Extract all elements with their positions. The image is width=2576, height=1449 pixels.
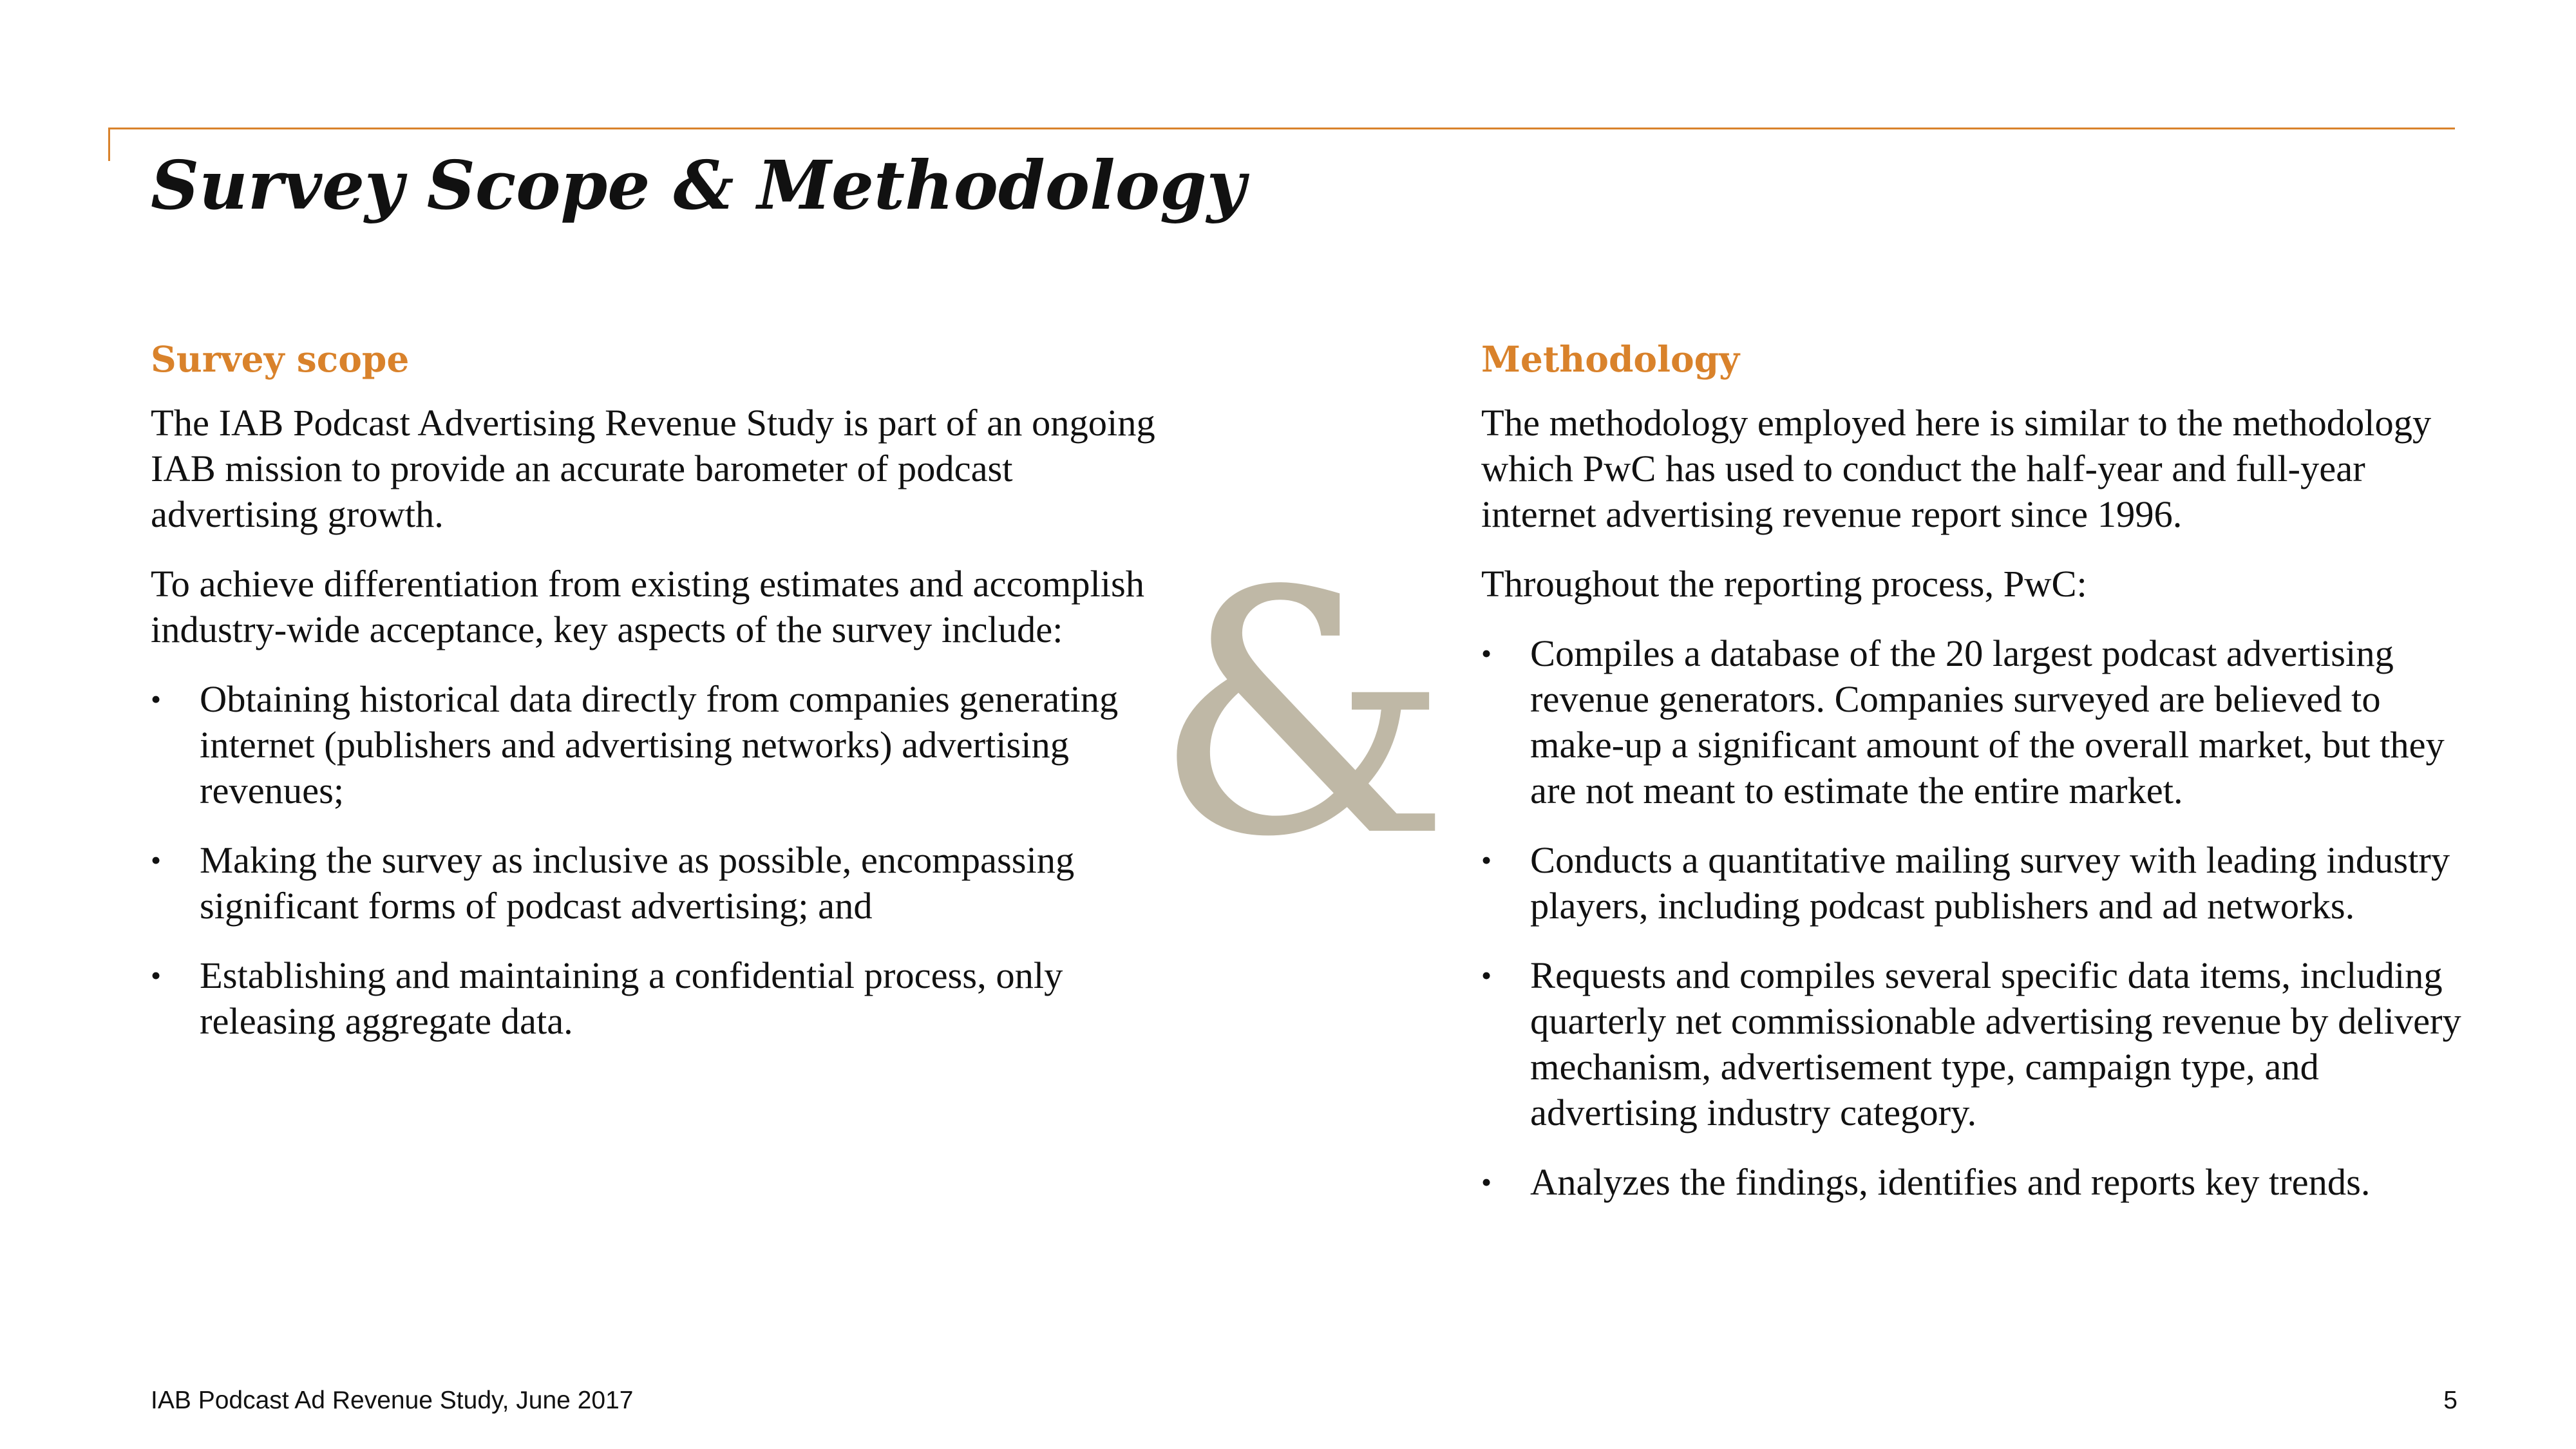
bullet-icon: • — [151, 683, 162, 715]
bullet-text: Obtaining historical data directly from companies generating internet (publishers and advertising networks) advertising revenues; — [200, 678, 1119, 811]
bullet-text: Making the survey as inclusive as possible, encompassing significant forms of podcast advertising; and — [200, 839, 1075, 927]
bullet-icon: • — [151, 959, 162, 992]
survey-scope-aspects-paragraph: To achieve differentiation from existing estimates and accomplish industry-wide acceptance, key aspects of the survey include: — [151, 563, 1144, 650]
bullet-item — [1481, 837, 2473, 929]
bullet-text: Compiles a database of the 20 largest podcast advertising revenue generators. Companies surveyed are believed to make-up a significant amount of the overall market, but they are not meant to estimate the entire market. — [1530, 632, 2445, 811]
title-accent-tick — [108, 128, 110, 161]
bullet-text: Establishing and maintaining a confidential process, only releasing aggregate data. — [200, 954, 1063, 1042]
methodology-process-paragraph: Throughout the reporting process, PwC: — [1481, 563, 2087, 605]
page-number: 5 — [2443, 1387, 2458, 1414]
methodology-section — [1481, 336, 2473, 1229]
bullet-text: Requests and compiles several specific data items, including quarterly net commissionable advertising revenue by delivery mechanism, advertisement type, campaign type, and advertising industry category. — [1530, 954, 2461, 1133]
bullet-text: Analyzes the findings, identifies and reports key trends. — [1530, 1161, 2371, 1203]
footer-source: IAB Podcast Ad Revenue Study, June 2017 — [151, 1387, 634, 1414]
bullet-text: Conducts a quantitative mailing survey with leading industry players, including podcast publishers and ad networks. — [1530, 839, 2450, 927]
bullet-icon: • — [151, 844, 162, 876]
ampersand-graphic: & — [1153, 520, 1451, 910]
survey-scope-intro-paragraph: The IAB Podcast Advertising Revenue Study is part of an ongoing IAB mission to provide an accurate barometer of podcast advertising growth. — [151, 402, 1155, 535]
bullet-item — [1481, 1159, 2473, 1205]
survey-scope-bullet-list — [151, 676, 1181, 1044]
bullet-icon: • — [1481, 1166, 1492, 1198]
methodology-heading: Methodology — [1481, 338, 1740, 380]
survey-scope-section — [151, 336, 1181, 1068]
bullet-icon: • — [1481, 844, 1492, 876]
bullet-item — [1481, 630, 2473, 813]
bullet-item — [151, 837, 1181, 929]
bullet-item — [151, 952, 1181, 1044]
methodology-intro-paragraph: The methodology employed here is similar to the methodology which PwC has used to conduct the half-year and full-year internet advertising revenue report since 1996. — [1481, 402, 2432, 535]
methodology-bullet-list — [1481, 630, 2473, 1205]
bullet-item — [151, 676, 1181, 813]
bullet-item — [1481, 952, 2473, 1135]
survey-scope-heading: Survey scope — [151, 338, 410, 380]
title-accent-line — [108, 128, 2455, 129]
bullet-icon: • — [1481, 637, 1492, 670]
bullet-icon: • — [1481, 959, 1492, 992]
page-title: Survey Scope & Methodology — [151, 146, 1246, 225]
